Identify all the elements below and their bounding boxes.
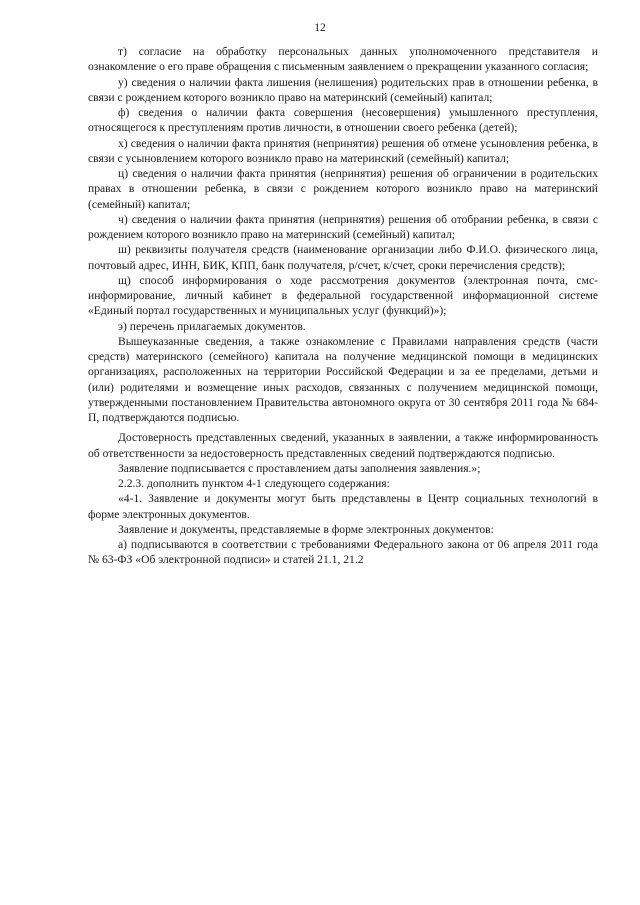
clause-t-consent-personal-data: т) согласие на обработку персональных данных уполномоченного представителя и ознакомление о его праве обращения с письменным заявлением о прекращении указанного согласия; <box>88 45 598 74</box>
clause-shch-notification-method: щ) способ информирования о ходе рассмотрения документов (электронная почта, смс-информирование, личный кабинет в федеральной государственной информационной системе «Единый портал государственных и муниципальных услуг (функций)»); <box>88 273 598 318</box>
clause-kh-adoption-cancellation: х) сведения о наличии факта принятия (непринятия) решения об отмене усыновления ребенка, в связи с усыновлением которого возникло право на материнский (семейный) капитал; <box>88 136 598 165</box>
page-number: 12 <box>314 21 326 34</box>
clause-u-parental-rights-deprivation: у) сведения о наличии факта лишения (нелишения) родительских прав в отношении ребенка, в связи с рождением которого возникло право на материнский (семейный) капитал; <box>88 75 598 104</box>
paragraph-accuracy-confirmation: Достоверность представленных сведений, указанных в заявлении, а также информированность об ответственности за недостоверность представленных сведений подтверждаются подписью. <box>88 431 598 460</box>
document-body <box>88 44 598 568</box>
clause-ch-child-removal: ч) сведения о наличии факта принятия (непринятия) решения об отобрании ребенка, в связи с рождением которого возникло право на материнский (семейный) капитал; <box>88 212 598 241</box>
clause-4-1-electronic-documents: «4-1. Заявление и документы могут быть представлены в Центр социальных технологий в форме электронных документов. <box>88 492 598 521</box>
clause-ts-parental-rights-restriction: ц) сведения о наличии факта принятия (непринятия) решения об ограничении в родительских правах в отношении ребенка, в связи с рождением которого возникло право на материнский (семейный) капитал; <box>88 167 598 211</box>
clause-a-electronic-signature: а) подписываются в соответствии с требованиями Федерального закона от 06 апреля 2011 года № 63-ФЗ «Об электронной подписи» и статей 21.1, 21.2 <box>88 538 598 567</box>
clause-f-intentional-crime: ф) сведения о наличии факта совершения (несовершения) умышленного преступления, относящегося к преступлениям против личности, в отношении своего ребенка (детей); <box>88 106 598 135</box>
clause-sh-recipient-details: ш) реквизиты получателя средств (наименование организации либо Ф.И.О. физического лица, почтовый адрес, ИНН, БИК, КПП, банк получателя, р/счет, к/счет, сроки перечисления средств); <box>88 243 598 272</box>
clause-e-attached-documents: э) перечень прилагаемых документов. <box>118 319 306 333</box>
paragraph-information-confirmation: Вышеуказанные сведения, а также ознакомление с Правилами направления средств (части средств) материнского (семейного) капитала на получение медицинской помощи в медицинских организациях, расположенных на территории Российской Федерации и за ее пределами, детьми и (или) родителями и возмещение иных расходов, связанных с получением медицинской помощи, утвержденными постановлением Правительства автономного округа от 30 сентября 2011 года № 684-П, подтверждаются подписью. <box>88 334 598 424</box>
amendment-item-2-2-3: 2.2.3. дополнить пунктом 4-1 следующего содержания: <box>118 477 390 490</box>
paragraph-electronic-documents-intro: Заявление и документы, представляемые в форме электронных документов: <box>118 522 494 536</box>
paragraph-signature-date: Заявление подписывается с проставлением даты заполнения заявления.»; <box>118 461 481 475</box>
